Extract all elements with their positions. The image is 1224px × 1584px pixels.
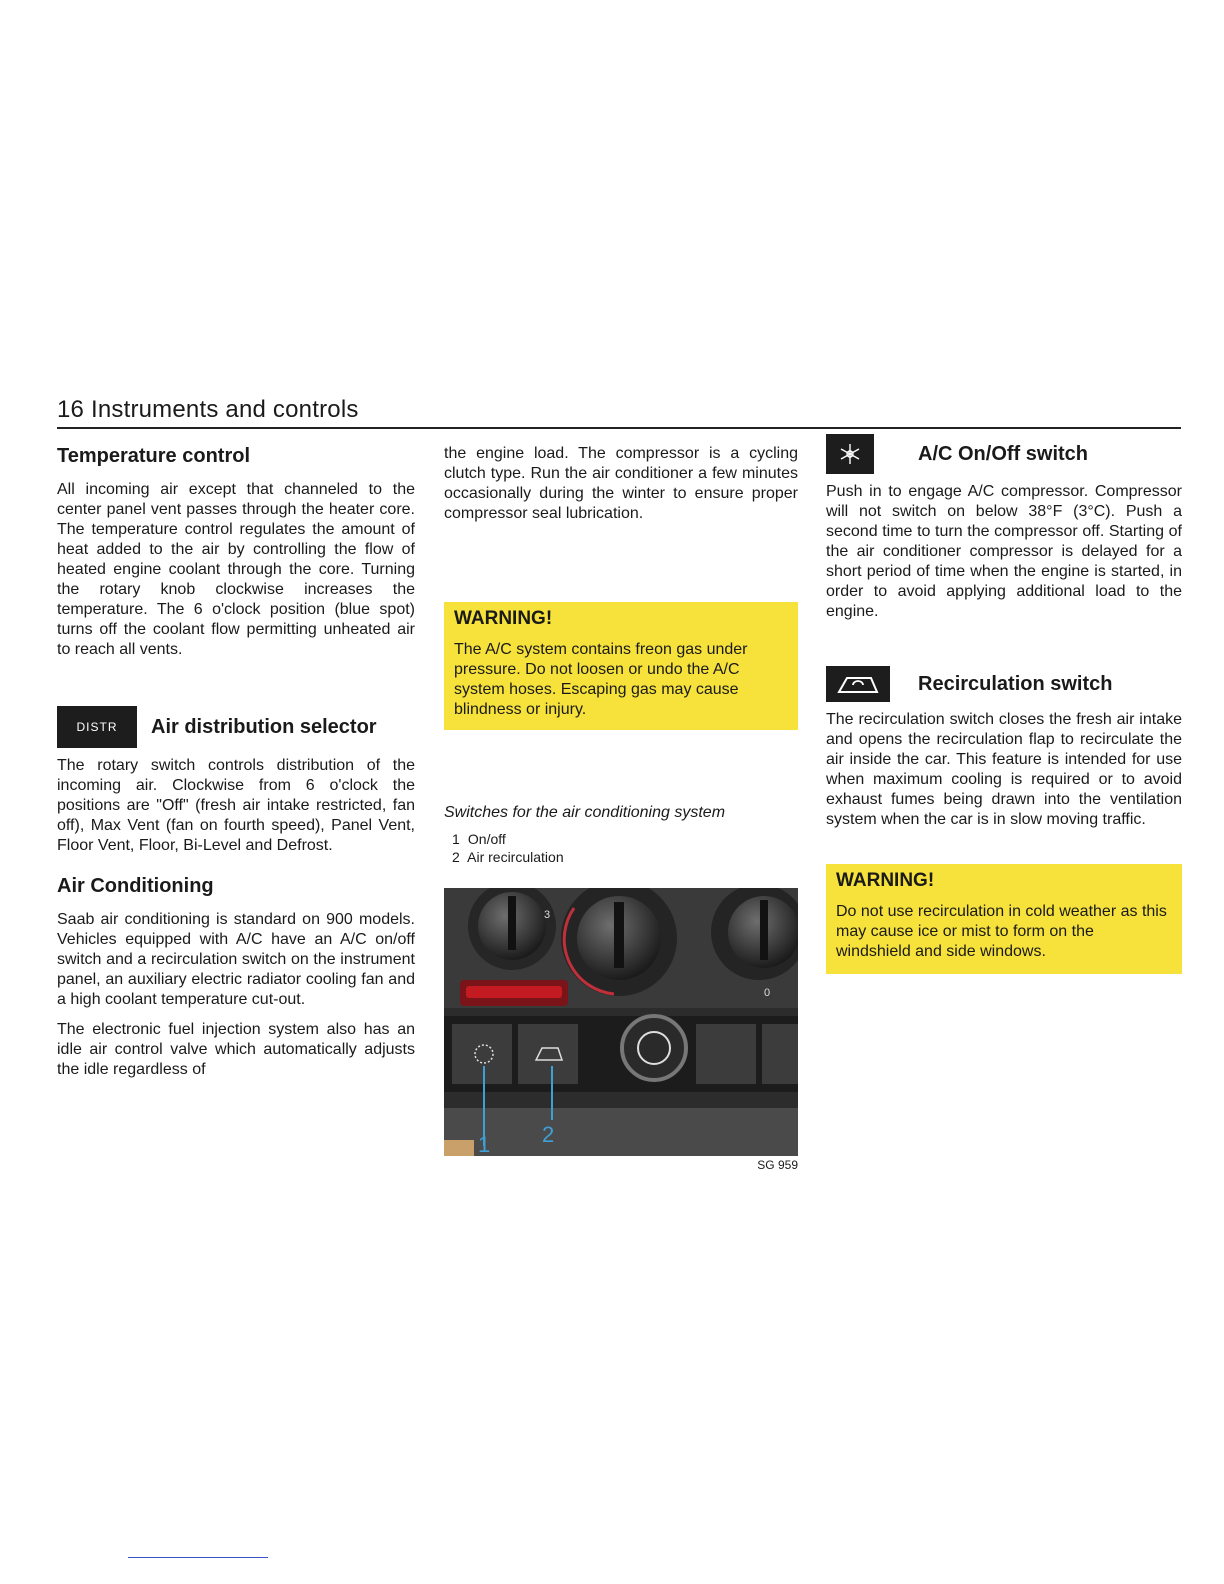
recirc-body: The recirculation switch closes the fresh air intake and opens the recirculation flap to recirculate the air inside the car. This feature is intended for use when maximum cooling is required or to avoid exhaust fumes being drawn into the ventilation system when the car is in slow moving traffic.	[826, 711, 1182, 828]
snowflake-icon	[826, 434, 874, 474]
page-title: 16 Instruments and controls	[57, 396, 359, 423]
callout-2: 2	[542, 1122, 555, 1147]
header-rule	[57, 427, 1181, 429]
distribution-body: The rotary switch controls distribution of the incoming air. Clockwise from 6 o'clock the positions are "Off" (fresh air intake restricted, fan off), Max Vent (fan on fourth speed), Panel Vent, Floor Vent, Floor, Bi-Level and Defrost.	[57, 757, 415, 854]
warning-body: The A/C system contains freon gas under pressure. Do not loosen or undo the A/C system hoses. Escaping gas may cause blindness or injury.	[454, 641, 748, 718]
distribution-heading: Air distribution selector	[151, 716, 377, 738]
warning2-title: WARNING!	[836, 870, 935, 891]
warning2-body: Do not use recirculation in cold weather as this may cause ice or mist to form on the windshield and side windows.	[836, 903, 1167, 960]
warning-title: WARNING!	[454, 608, 553, 629]
column-left	[57, 444, 415, 1090]
figure-legend	[444, 830, 798, 866]
dial-zero-label: 0	[764, 987, 771, 999]
ac-heading: A/C On/Off switch	[918, 443, 1088, 465]
legend-item: 2 Air recirculation	[452, 849, 564, 865]
distribution-heading-row	[57, 706, 415, 748]
aircon-heading: Air Conditioning	[57, 875, 214, 897]
callout-1: 1	[478, 1132, 491, 1156]
ac-heading-row	[826, 434, 1182, 474]
recirculation-icon	[826, 666, 890, 702]
page-header	[57, 396, 1181, 424]
aircon-body-2: The electronic fuel injection system also has an idle air control valve which automatically adjusts the idle regardless of	[57, 1021, 415, 1078]
dashboard-photo	[444, 888, 798, 1156]
knob-number: 3	[544, 909, 551, 921]
continued-text: the engine load. The compressor is a cycling clutch type. Run the air conditioner a few minutes occasionally during the winter to ensure proper compressor seal lubrication.	[444, 445, 798, 522]
figure-caption: Switches for the air conditioning system	[444, 804, 726, 821]
ac-body: Push in to engage A/C compressor. Compressor will not switch on below 38°F (3°C). Push a second time to turn the compressor off. Starting of the air conditioner compressor is delayed for a short period of time when the engine is started, in order to avoid applying additional load to the engine.	[826, 483, 1182, 620]
column-right	[826, 444, 1182, 974]
temperature-heading: Temperature control	[57, 445, 250, 467]
distr-icon: DISTR	[57, 706, 137, 748]
legend-item: 1 On/off	[452, 831, 506, 847]
aircon-body-1: Saab air conditioning is standard on 900 models. Vehicles equipped with A/C have an A/C on/off switch and a recirculation switch on the instrument panel, an auxiliary electric radiator cooling fan and a high coolant temperature cut-out.	[57, 911, 415, 1008]
recirc-heading-row	[826, 666, 1182, 702]
warning-box-freon	[444, 602, 798, 730]
warning-box-recirc	[826, 864, 1182, 974]
photo-code: SG 959	[757, 1158, 798, 1172]
column-middle	[444, 444, 798, 1172]
recirc-heading: Recirculation switch	[918, 673, 1113, 695]
footer-link-line	[128, 1557, 268, 1558]
temperature-body: All incoming air except that channeled to the center panel vent passes through the heater core. The temperature control regulates the amount of heat added to the air by controlling the flow of heated engine coolant through the core. Turning the rotary knob clockwise increases the temperature. The 6 o'clock position (blue spot) turns off the coolant flow permitting unheated air to reach all vents.	[57, 481, 415, 658]
